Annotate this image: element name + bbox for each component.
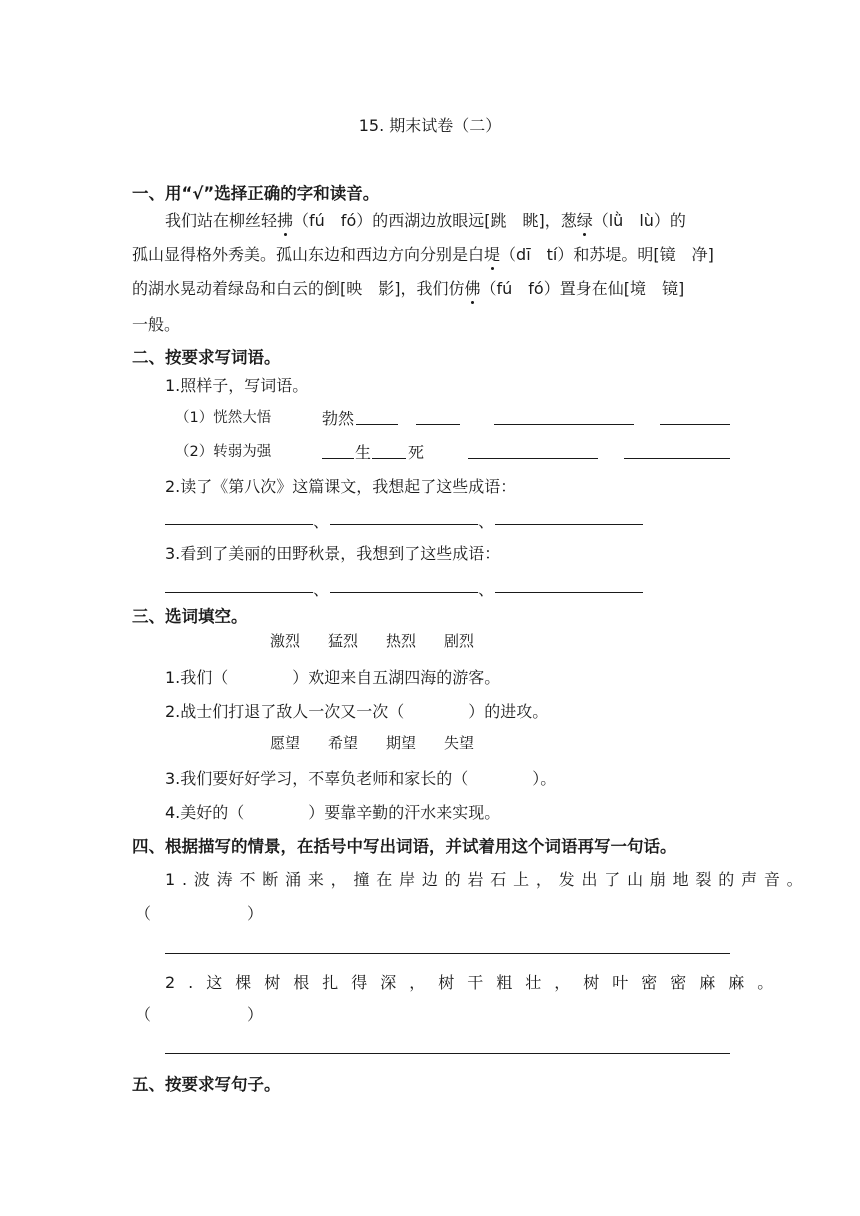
blank[interactable] <box>495 592 643 593</box>
blank[interactable] <box>356 424 398 425</box>
s3-q2: 2.战士们打退了敌人一次又一次（ ）的进攻。 <box>165 702 549 721</box>
separator: 、 <box>478 512 495 531</box>
answer-line[interactable] <box>165 1053 730 1054</box>
blank[interactable] <box>330 524 478 525</box>
blank[interactable] <box>494 424 634 425</box>
section-3-heading: 三、选词填空。 <box>132 607 248 626</box>
word-bank-1 <box>270 630 502 651</box>
s3-q1: 1.我们（ ）欢迎来自五湖四海的游客。 <box>165 668 501 687</box>
word-option: 激烈 <box>270 632 301 650</box>
s2-example-2: （2）转弱为强 <box>175 444 272 460</box>
answer-parentheses[interactable]: （ ） <box>135 904 264 923</box>
section-1-heading: 一、用“√”选择正确的字和读音。 <box>132 184 380 203</box>
blank[interactable] <box>660 424 730 425</box>
word-bank-2 <box>270 732 502 753</box>
s2-ex2-a: 生 <box>355 443 372 462</box>
s1-line-4: 一般。 <box>132 315 181 334</box>
blank[interactable] <box>165 592 313 593</box>
s1-line-3: 的湖水晃动着绿岛和白云的倒[映 影]，我们仿佛（fú fó）置身在仙[境 镜] <box>132 279 685 298</box>
blank[interactable] <box>372 458 406 459</box>
separator: 、 <box>478 580 495 599</box>
s4-q1: 1.波涛不断涌来，撞在岸边的岩石上，发出了山崩地裂的声音。 <box>165 870 810 889</box>
word-option: 愿望 <box>270 734 301 752</box>
s3-q3: 3.我们要好好学习，不辜负老师和家长的（ ）。 <box>165 769 557 788</box>
word-option: 失望 <box>444 734 475 752</box>
word-option: 希望 <box>328 734 359 752</box>
s2-q3: 3.看到了美丽的田野秋景，我想到了这些成语： <box>165 544 501 563</box>
s3-q4: 4.美好的（ ）要靠辛勤的汗水来实现。 <box>165 803 501 822</box>
blank[interactable] <box>322 458 354 459</box>
word-option: 期望 <box>386 734 417 752</box>
section-2-heading: 二、按要求写词语。 <box>132 348 281 367</box>
blank[interactable] <box>165 524 313 525</box>
separator: 、 <box>313 512 330 531</box>
word-option: 热烈 <box>386 632 417 650</box>
s2-example-1: （1）恍然大悟 <box>175 410 272 426</box>
s1-line-1: 我们站在柳丝轻拂（fú fó）的西湖边放眼远[跳 眺]，葱绿（lǜ lù）的 <box>165 211 686 230</box>
word-option: 猛烈 <box>328 632 359 650</box>
s2-ex2-b: 死 <box>408 443 425 462</box>
section-4-heading: 四、根据描写的情景，在括号中写出词语，并试着用这个词语再写一句话。 <box>132 837 677 856</box>
blank[interactable] <box>330 592 478 593</box>
answer-line[interactable] <box>165 953 730 954</box>
s1-line-2: 孤山显得格外秀美。孤山东边和西边方向分别是白堤（dī tí）和苏堤。明[镜 净] <box>132 245 714 264</box>
s2-q2: 2.读了《第八次》这篇课文，我想起了这些成语： <box>165 477 517 496</box>
blank[interactable] <box>495 524 643 525</box>
s2-ex1-item: 勃然 <box>322 409 355 428</box>
section-5-heading: 五、按要求写句子。 <box>132 1075 281 1094</box>
blank[interactable] <box>416 424 460 425</box>
answer-parentheses[interactable]: （ ） <box>135 1005 264 1024</box>
page-title: 15. 期末试卷（二） <box>358 116 502 135</box>
s4-q2: 2.这棵树根扎得深，树干粗壮，树叶密密麻麻。 <box>165 973 787 992</box>
blank[interactable] <box>624 458 730 459</box>
word-option: 剧烈 <box>444 632 475 650</box>
separator: 、 <box>313 580 330 599</box>
blank[interactable] <box>468 458 598 459</box>
s2-q1: 1.照样子，写词语。 <box>165 376 309 395</box>
